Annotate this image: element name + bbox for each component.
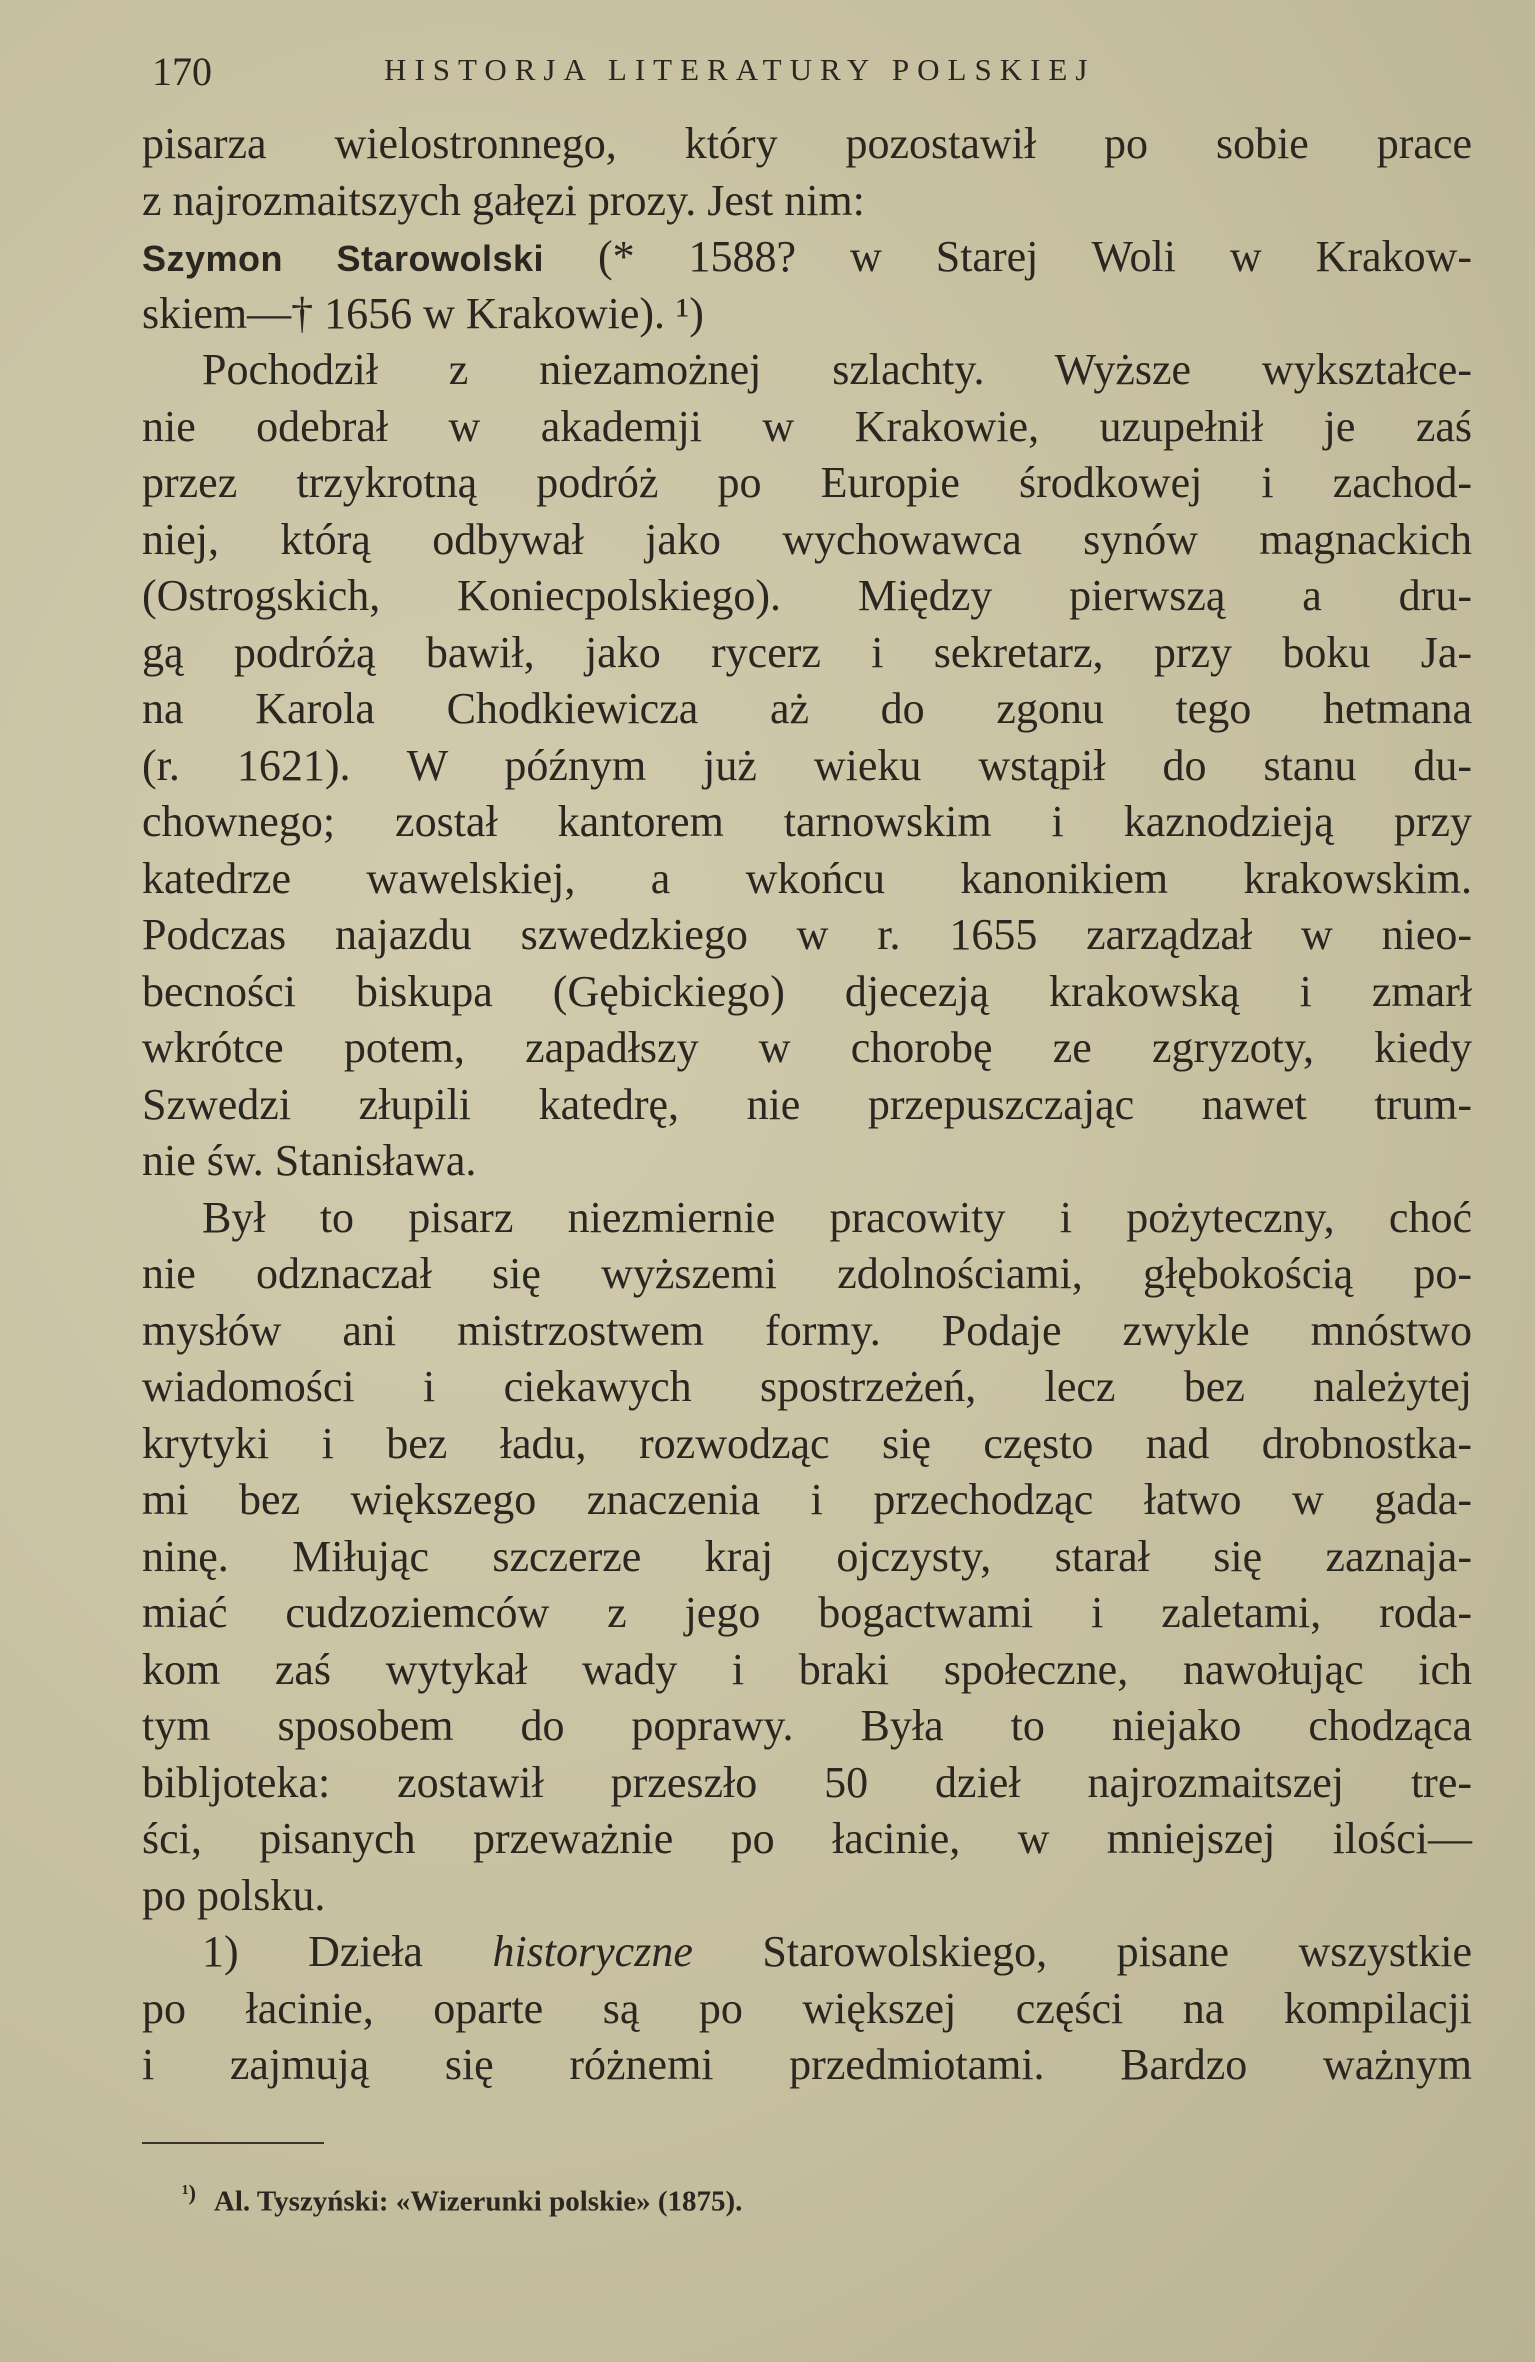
emphasis: historyczne (492, 1927, 693, 1976)
text-line: nie odebrał w akademji w Krakowie, uzupełnił je zaś (142, 401, 1472, 451)
text-line: ści, pisanych przeważnie po łacinie, w mniejszej ilości— (142, 1814, 1472, 1863)
running-head: HISTORJA LITERATURY POLSKIEJ (384, 52, 1096, 87)
text-line: tym sposobem do poprawy. Była to niejako chodząca (142, 1701, 1472, 1750)
text-line: nie odznaczał się wyższemi zdolnościami, głębokością po- (142, 1249, 1472, 1298)
text-line: katedrze wawelskiej, a wkońcu kanonikiem krakowskim. (142, 853, 1472, 903)
text-line: na Karola Chodkiewicza aż do zgonu tego hetmana (142, 684, 1472, 733)
text-line: (Ostrogskich, Koniecpolskiego). Między pierwszą a dru- (142, 571, 1472, 620)
author-name: Szymon Starowolski (142, 238, 545, 279)
text-line: przez trzykrotną podróż po Europie środkowej i zachod- (142, 458, 1472, 507)
text-line: gą podróżą bawił, jako rycerz i sekretarz, przy boku Ja- (142, 627, 1472, 677)
text-line: bibljoteka: zostawił przeszło 50 dzieł najrozmaitszej tre- (142, 1757, 1472, 1807)
footnote-mark: ¹) (182, 2180, 196, 2205)
text-line: pisarza wielostronnego, który pozostawił po sobie prace (142, 119, 1472, 168)
text-line: po polsku. (142, 1870, 326, 1920)
text-line: niej, którą odbywał jako wychowawca synów magnackich (142, 514, 1472, 564)
text-line: wkrótce potem, zapadłszy w chorobę ze zgryzoty, kiedy (142, 1023, 1472, 1072)
text-line: wiadomości i ciekawych spostrzeżeń, lecz bez należytej (142, 1362, 1472, 1411)
text-line: Był to pisarz niezmiernie pracowity i pożyteczny, choć (202, 1192, 1472, 1242)
text-line: Podczas najazdu szwedzkiego w r. 1655 zarządzał w nieo- (142, 910, 1472, 959)
author-dates: (* 1588? w Starej Woli w Krakow- (597, 232, 1472, 281)
text-line: z najrozmaitszych gałęzi prozy. Jest nim: (142, 175, 865, 225)
text-line: po łacinie, oparte są po większej części na kompilacji (142, 1983, 1472, 2033)
text-line: nie św. Stanisława. (142, 1136, 477, 1185)
text-line: chownego; został kantorem tarnowskim i kaznodzieją przy (142, 797, 1472, 846)
text-line: (r. 1621). W późnym już wieku wstąpił do stanu du- (142, 740, 1472, 790)
text-line: becności biskupa (Gębickiego) djecezją krakowską i zmarł (142, 966, 1472, 1016)
footnote-rule (142, 2142, 324, 2144)
text-line: ninę. Miłując szczerze kraj ojczysty, starał się zaznaja- (142, 1531, 1472, 1581)
page-header (142, 48, 1472, 108)
text-line (142, 229, 1472, 286)
text-span: Starowolskiego, pisane wszystkie (762, 1927, 1472, 1976)
book-page (142, 40, 1472, 2340)
page-number: 170 (152, 49, 212, 94)
footnote-text: Al. Tyszyński: «Wizerunki polskie» (1875). (213, 2185, 743, 2218)
text-line: skiem—† 1656 w Krakowie). ¹) (142, 288, 704, 338)
text-line: miać cudzoziemców z jego bogactwami i zaletami, roda- (142, 1588, 1472, 1637)
footnote (182, 2180, 742, 2219)
text-line: mi bez większego znaczenia i przechodząc łatwo w gada- (142, 1475, 1472, 1524)
text-line (142, 1924, 1472, 1981)
text-line: Pochodził z niezamożnej szlachty. Wyższe wykształce- (202, 345, 1472, 394)
text-line: mysłów ani mistrzostwem formy. Podaje zwykle mnóstwo (142, 1305, 1472, 1355)
text-line: krytyki i bez ładu, rozwodząc się często nad drobnostka- (142, 1418, 1472, 1468)
text-line: kom zaś wytykał wady i braki społeczne, nawołując ich (142, 1644, 1472, 1694)
main-text (142, 116, 1472, 2094)
text-span: 1) Dzieła (202, 1927, 423, 1976)
text-line: i zajmują się różnemi przedmiotami. Bardzo ważnym (142, 2040, 1472, 2089)
text-line: Szwedzi złupili katedrę, nie przepuszczając nawet trum- (142, 1079, 1472, 1129)
